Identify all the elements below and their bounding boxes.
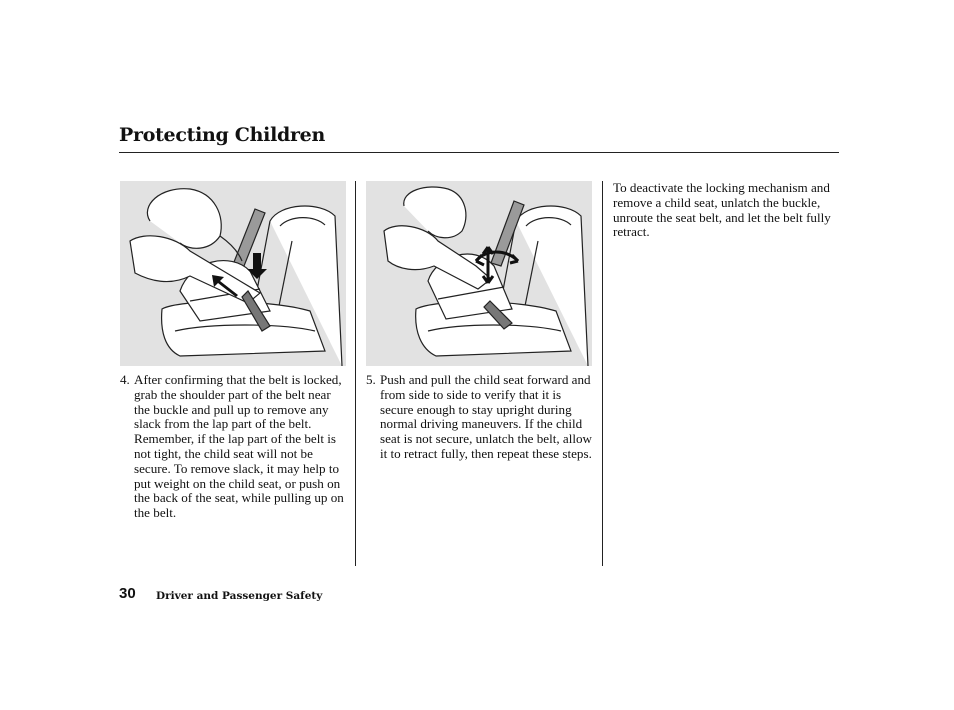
step-text: Push and pull the child seat forward and from side to side to verify that it is secure enough to stay upright during normal driving maneuvers. If the child seat is not secure, unlatch the belt, allow it to retract fully, then repeat these steps.: [380, 372, 592, 461]
page-title: Protecting Children: [119, 124, 325, 146]
step-number: 5.: [366, 372, 376, 387]
column-divider: [602, 181, 603, 566]
child-seat-belt-slack-illustration: [120, 181, 346, 366]
column-divider: [355, 181, 356, 566]
child-seat-push-pull-illustration: [366, 181, 592, 366]
deactivation-note: To deactivate the locking mechanism and remove a child seat, unlatch the buckle, unroute the seat belt, and let the belt fully retract.: [613, 180, 831, 240]
section-name: Driver and Passenger Safety: [156, 590, 323, 602]
step-number: 4.: [120, 372, 130, 387]
step-text: After confirming that the belt is locked, grab the shoulder part of the belt near the buckle and pull up to remove any slack from the lap part of the belt. Remember, if the lap part of the belt is not tight, the child seat will not be secure. To remove slack, it may help to put weight on the child seat, or push on the back of the seat, while pulling up on the belt.: [134, 372, 344, 521]
step-4: [120, 373, 348, 521]
step-5: [366, 373, 596, 462]
title-rule: [119, 152, 839, 153]
page-number: 30: [119, 585, 136, 602]
